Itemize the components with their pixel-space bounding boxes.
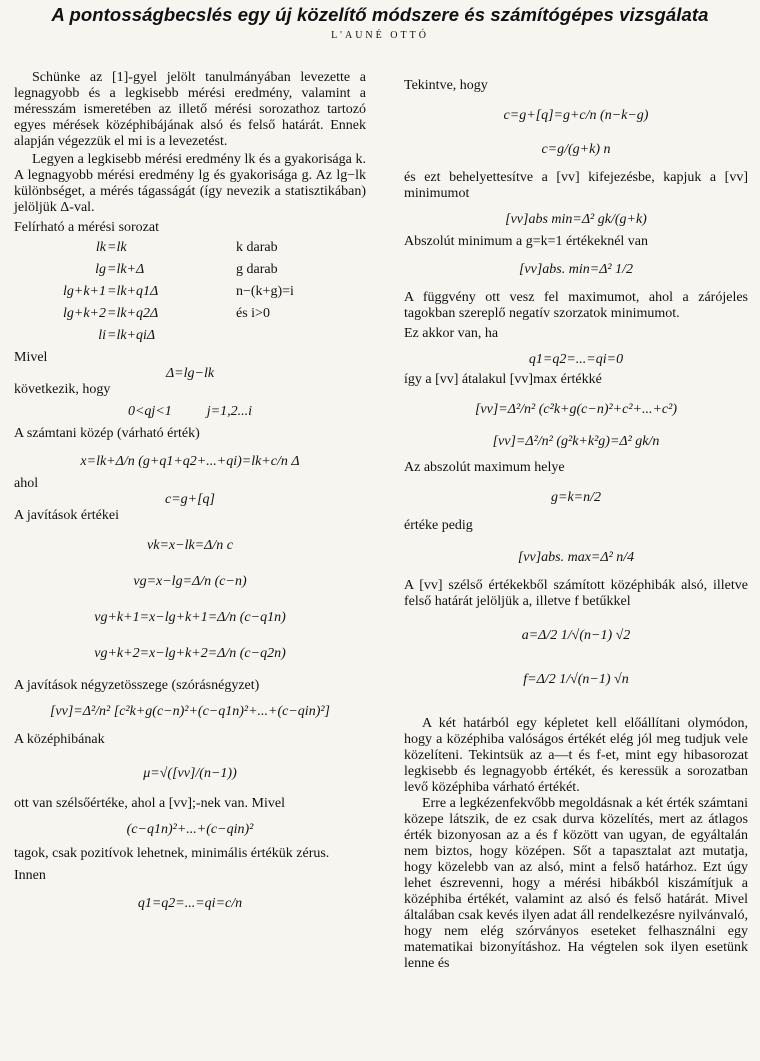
equation: [vv]abs. max=Δ² n/4 xyxy=(517,550,635,565)
series-note: és i>0 xyxy=(236,306,270,321)
series-rhs: =lk+q2Δ xyxy=(107,306,159,321)
equation: vg+k+2=x−lg+k+2=Δ/n (c−q2n) xyxy=(94,646,286,661)
right-column xyxy=(404,70,748,972)
series-rhs: =lk+qiΔ xyxy=(107,328,156,343)
paragraph: Legyen a legkisebb mérési eredmény lk és a gyakorisága k. A legnagyobb mérési eredmény lg és gyakorisága g. Az lg−lk különbséget, a mérés tágasságát (így nevezik a statisztikában) jelöljük Δ-val. xyxy=(14,152,366,215)
series-lhs: lg+k+1 xyxy=(63,284,106,299)
paragraph: ott van szélsőértéke, ahol a [vv];-nek van. Mivel xyxy=(14,796,285,811)
paragraph: A [vv] szélső értékekből számított középhibák alsó, illetve felső határát jelöljük a, illetve f betűkkel xyxy=(404,578,748,609)
label: Innen xyxy=(14,868,46,883)
paragraph: Ez akkor van, ha xyxy=(404,326,499,341)
label: A javítások értékei xyxy=(14,508,119,523)
equation: q1=q2=...=qi=0 xyxy=(528,352,624,367)
series-row xyxy=(14,240,366,262)
label: A javítások négyzetösszege (szórásnégyzet) xyxy=(14,678,260,693)
paragraph: tagok, csak pozitívok lehetnek, minimális értékük zérus. xyxy=(14,846,330,861)
equation: [vv]=Δ²/n² [c²k+g(c−n)²+(c−q1n)²+...+(c−qin)²] xyxy=(49,704,331,719)
equation: [vv]=Δ²/n² (c²k+g(c−n)²+c²+...+c²) xyxy=(474,402,677,417)
paragraph: Erre a legkézenfekvőbb megoldásnak a két érték számtani közepe látszik, de ez csak durva közelítés, mert az átlagos érték bizonyosan az a és f között van ugyan, de egyáltalán nem biztos, hogy középen. Sőt a tapasztalat azt mutatja, hogy közelebb van az alsó, mint a felső határhoz. Ezt úgy lehet észrevenni, hogy a mérési hibákból kiszámítjuk a középhiba értékét, valamint az alsó és felső határát. Mivel általában csak kevés ilyen adat áll rendelkezésre nyilvánvaló, hogy nem elég szórványos eseteket felhasználni egy matematikai bizonyításhoz. Ha végtelen sok ilyen esetünk lenne és xyxy=(404,796,748,971)
series-note: g darab xyxy=(236,262,278,277)
series-row xyxy=(14,284,366,306)
series-lhs: li xyxy=(98,328,106,343)
label: Mivel xyxy=(14,350,48,365)
equation: [vv]=Δ²/n² (g²k+k²g)=Δ² gk/n xyxy=(492,434,660,449)
equation: μ=√([vv]/(n−1)) xyxy=(143,766,237,781)
paragraph: A két határból egy képletet kell előállítani olymódon, hogy a középhiba valóságos értékét elég jól meg tudjuk vele közelíteni. Tekintsük az a—t és f-et, mint egy hibasorozat legkisebb és legnagyobb értékét, és keressük a sorozatban levő középhiba várható értékét. xyxy=(404,716,748,795)
equation: a=Δ/2 1/√(n−1) √2 xyxy=(521,628,631,643)
series-lhs: lg+k+2 xyxy=(63,306,106,321)
label: Tekintve, hogy xyxy=(404,78,488,93)
series-rhs: =lk xyxy=(107,240,127,255)
equation: x=lk+Δ/n (g+q1+q2+...+qi)=lk+c/n Δ xyxy=(80,454,300,469)
series-note: k darab xyxy=(236,240,278,255)
article-title: A pontosságbecslés egy új közelítő módszere és számítógépes vizsgálata xyxy=(51,4,709,25)
label: A számtani közép (várható érték) xyxy=(14,426,200,441)
series-note: n−(k+g)=i xyxy=(236,284,294,299)
equation: [vv]abs min=Δ² gk/(g+k) xyxy=(505,212,647,227)
label: következik, hogy xyxy=(14,382,111,397)
equation: g=k=n/2 xyxy=(551,490,601,505)
series-lhs: lg xyxy=(95,262,106,277)
paragraph: így a [vv] átalakul [vv]max értékké xyxy=(404,372,602,387)
equation: vg=x−lg=Δ/n (c−n) xyxy=(133,574,247,589)
paragraph: Az abszolút maximum helye xyxy=(404,460,565,475)
equation: f=Δ/2 1/√(n−1) √n xyxy=(523,672,629,687)
paragraph: és ezt behelyettesítve a [vv] kifejezésbe, kapjuk a [vv] minimumot xyxy=(404,170,748,201)
series-row xyxy=(14,328,366,350)
left-column xyxy=(14,70,366,912)
equation: (c−q1n)²+...+(c−qin)² xyxy=(126,822,254,837)
label: Felírható a mérési sorozat xyxy=(14,220,160,235)
paragraph: értéke pedig xyxy=(404,518,473,533)
equation: c=g+[q]=g+c/n (n−k−g) xyxy=(503,108,649,123)
equation: c=g/(g+k) n xyxy=(541,142,611,157)
series-table xyxy=(14,240,366,350)
paragraph: A függvény ott vesz fel maximumot, ahol a zárójeles tagokban szereplő negatív szorzatok minimumot. xyxy=(404,290,748,321)
equation: vg+k+1=x−lg+k+1=Δ/n (c−q1n) xyxy=(94,610,286,625)
author-name: L'AUNÉ OTTÓ xyxy=(331,30,429,41)
paragraph: Schünke az [1]-gyel jelölt tanulmányában levezette a legnagyobb és a legkisebb mérési eredmény, valamint a méresszám ismeretében az illető mérési sorozathoz tartozó egyes mérések középhibájának alsó és felső határát. Ennek alapján végezzük el mi is a levezetést. xyxy=(14,70,366,149)
equation: q1=q2=...=qi=c/n xyxy=(137,896,243,911)
equation: [vv]abs. min=Δ² 1/2 xyxy=(518,262,634,277)
label: ahol xyxy=(14,476,39,491)
series-row xyxy=(14,306,366,328)
equation: Δ=lg−lk xyxy=(165,366,215,381)
equation: 0<qj<1 j=1,2...i xyxy=(127,404,252,419)
label: A középhibának xyxy=(14,732,105,747)
series-lhs: lk xyxy=(95,240,106,255)
series-rhs: =lk+q1Δ xyxy=(107,284,159,299)
equation: c=g+[q] xyxy=(164,492,215,507)
series-rhs: =lk+Δ xyxy=(107,262,145,277)
paragraph: Abszolút minimum a g=k=1 értékeknél van xyxy=(404,234,649,249)
series-row xyxy=(14,262,366,284)
equation: vk=x−lk=Δ/n c xyxy=(147,538,233,553)
